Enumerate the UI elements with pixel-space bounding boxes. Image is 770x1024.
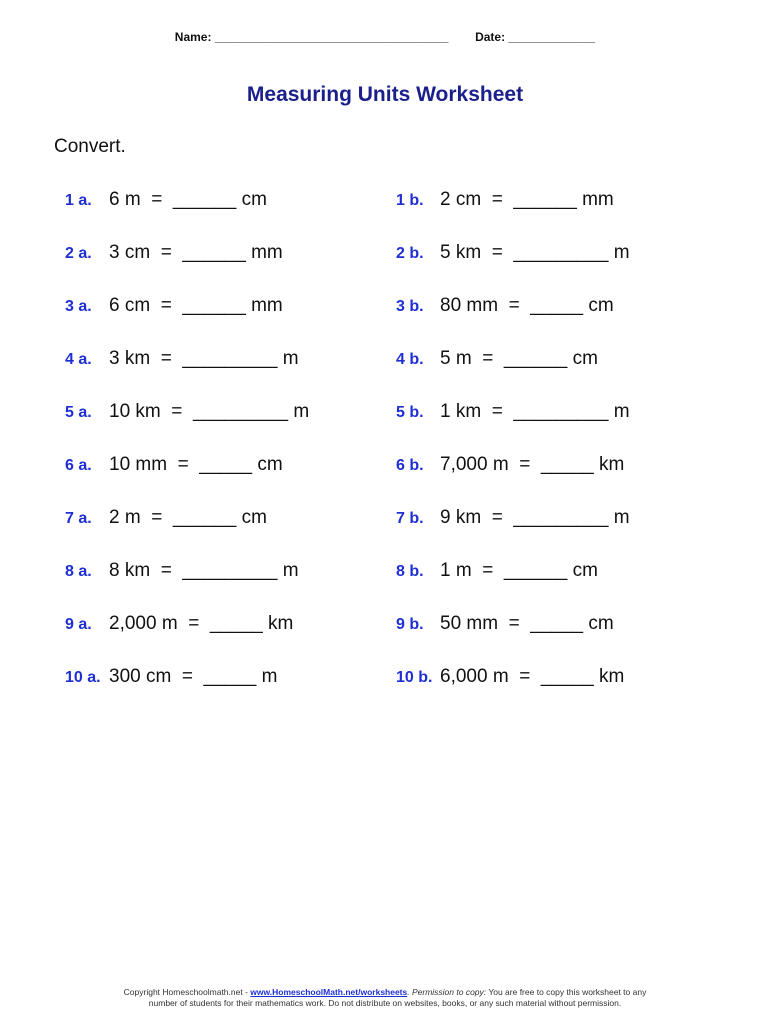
problem-row <box>396 611 614 637</box>
problem-row <box>396 664 624 690</box>
name-date-header <box>0 30 770 44</box>
problem-expression: 1 km = _________ m <box>440 401 630 422</box>
footer-link[interactable]: www.HomeschoolMath.net/worksheets <box>250 987 408 997</box>
problem-number: 2 a. <box>65 245 92 262</box>
problem-number: 4 a. <box>65 351 92 368</box>
problem-row <box>65 187 267 213</box>
problem-number: 3 a. <box>65 298 92 315</box>
problem-number: 1 b. <box>396 192 424 209</box>
problem-expression: 8 km = _________ m <box>109 560 299 581</box>
problem-expression: 80 mm = _____ cm <box>440 295 614 316</box>
header-gap <box>448 30 475 44</box>
problem-expression: 6 cm = ______ mm <box>109 295 283 316</box>
copyright-footer <box>0 987 770 1009</box>
problem-number: 3 b. <box>396 298 424 315</box>
problem-number: 2 b. <box>396 245 424 262</box>
problem-expression: 6 m = ______ cm <box>109 189 267 210</box>
problem-expression: 2,000 m = _____ km <box>109 613 294 634</box>
problem-expression: 3 km = _________ m <box>109 348 299 369</box>
problem-row <box>396 399 630 425</box>
problem-row <box>65 240 283 266</box>
problem-expression: 10 mm = _____ cm <box>109 454 283 475</box>
problem-expression: 7,000 m = _____ km <box>440 454 625 475</box>
footer-permission-text: You are free to copy this worksheet to any <box>486 987 647 997</box>
problem-number: 5 a. <box>65 404 92 421</box>
problem-row <box>65 558 299 584</box>
instruction-text: Convert. <box>54 136 126 157</box>
problem-row <box>396 187 614 213</box>
problem-number: 9 b. <box>396 616 424 633</box>
problem-number: 6 a. <box>65 457 92 474</box>
problem-row <box>65 293 283 319</box>
problem-number: 10 a. <box>65 669 101 686</box>
problem-row <box>65 611 293 637</box>
problem-expression: 2 cm = ______ mm <box>440 189 614 210</box>
problem-row <box>65 452 283 478</box>
problem-row <box>396 293 614 319</box>
problem-row <box>396 558 598 584</box>
date-field-label: Date: _____________ <box>475 30 596 44</box>
problem-number: 8 a. <box>65 563 92 580</box>
problem-number: 5 b. <box>396 404 424 421</box>
name-field-label: Name: ___________________________________ <box>174 30 449 44</box>
problem-expression: 9 km = _________ m <box>440 507 630 528</box>
problem-expression: 6,000 m = _____ km <box>440 666 625 687</box>
footer-permission-label: . Permission to copy: <box>407 987 487 997</box>
problem-expression: 10 km = _________ m <box>109 401 310 422</box>
problem-expression: 2 m = ______ cm <box>109 507 267 528</box>
problem-row <box>396 452 624 478</box>
problem-row <box>65 346 299 372</box>
problem-number: 1 a. <box>65 192 92 209</box>
problem-expression: 1 m = ______ cm <box>440 560 598 581</box>
footer-line-2: number of students for their mathematics work. Do not distribute on websites, books, or any such material without permission. <box>148 998 622 1008</box>
problem-row <box>65 664 277 690</box>
problem-number: 10 b. <box>396 669 433 686</box>
problem-row <box>396 505 630 531</box>
problem-row <box>396 346 598 372</box>
problem-expression: 50 mm = _____ cm <box>440 613 614 634</box>
problem-expression: 3 cm = ______ mm <box>109 242 283 263</box>
problem-number: 8 b. <box>396 563 424 580</box>
footer-copyright: Copyright Homeschoolmath.net - <box>123 987 251 997</box>
footer-line-1 <box>0 987 770 998</box>
problem-expression: 300 cm = _____ m <box>109 666 278 687</box>
problem-expression: 5 m = ______ cm <box>440 348 598 369</box>
problem-row <box>65 505 267 531</box>
problem-number: 7 a. <box>65 510 92 527</box>
problem-expression: 5 km = _________ m <box>440 242 630 263</box>
problem-row <box>396 240 630 266</box>
problem-number: 6 b. <box>396 457 424 474</box>
problem-number: 4 b. <box>396 351 424 368</box>
worksheet-title: Measuring Units Worksheet <box>246 83 524 106</box>
problem-number: 9 a. <box>65 616 92 633</box>
problem-row <box>65 399 309 425</box>
problem-number: 7 b. <box>396 510 424 527</box>
